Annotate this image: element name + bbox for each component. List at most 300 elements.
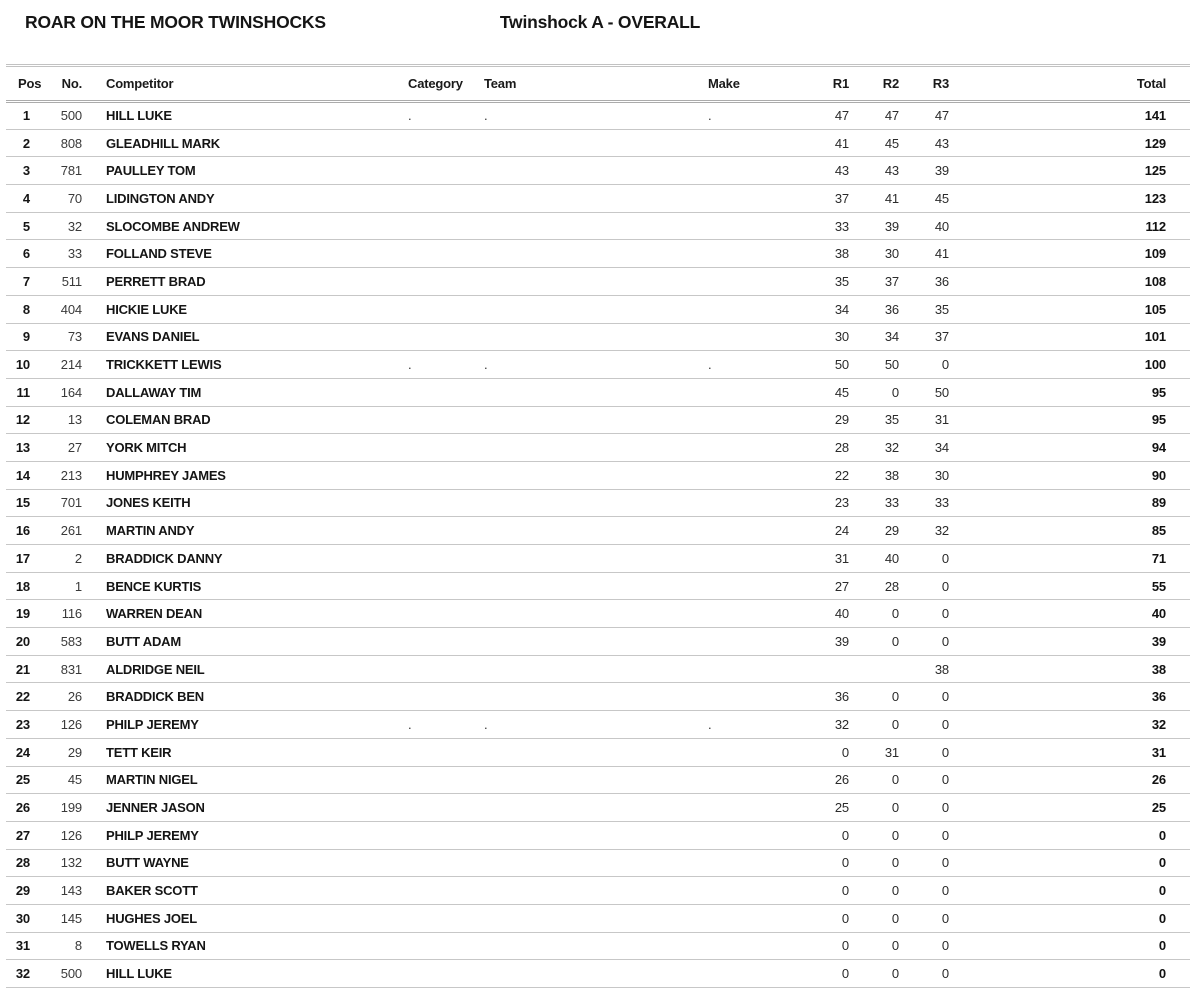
cell-competitor: BAKER SCOTT [82,877,408,905]
cell-make [708,185,806,213]
cell-round2-score: 36 [849,295,899,323]
col-header-team: Team [484,66,708,102]
cell-round3-score: 38 [899,655,949,683]
cell-make [708,932,806,960]
cell-position: 27 [6,821,40,849]
cell-round3-score: 0 [899,711,949,739]
cell-rider-number: 8 [40,932,82,960]
cell-round2-score: 0 [849,960,899,988]
cell-competitor: TRICKKETT LEWIS [82,351,408,379]
cell-position: 14 [6,461,40,489]
cell-position: 8 [6,295,40,323]
cell-round3-score: 0 [899,600,949,628]
cell-total-score: 25 [949,794,1190,822]
cell-round1-score: 33 [806,212,849,240]
cell-category [408,794,484,822]
cell-total-score: 89 [949,489,1190,517]
cell-position: 11 [6,378,40,406]
cell-position: 3 [6,157,40,185]
class-overall-title: Twinshock A - OVERALL [499,12,701,32]
cell-round2-score: 31 [849,738,899,766]
cell-competitor: BENCE KURTIS [82,572,408,600]
cell-round2-score: 34 [849,323,899,351]
cell-total-score: 0 [949,960,1190,988]
cell-round3-score: 0 [899,766,949,794]
cell-round2-score: 0 [849,628,899,656]
cell-rider-number: 27 [40,434,82,462]
cell-rider-number: 70 [40,185,82,213]
cell-category [408,545,484,573]
table-row [6,711,1190,739]
cell-category [408,268,484,296]
cell-make [708,655,806,683]
cell-make [708,489,806,517]
cell-round2-score [849,655,899,683]
cell-round2-score: 0 [849,932,899,960]
cell-position: 2 [6,129,40,157]
cell-competitor: EVANS DANIEL [82,323,408,351]
cell-team [484,545,708,573]
cell-category: . [408,711,484,739]
cell-category [408,738,484,766]
col-header-r3: R3 [899,66,949,102]
cell-rider-number: 33 [40,240,82,268]
table-row [6,904,1190,932]
cell-category [408,295,484,323]
cell-team [484,240,708,268]
cell-team [484,295,708,323]
table-row [6,434,1190,462]
cell-total-score: 32 [949,711,1190,739]
cell-round3-score: 41 [899,240,949,268]
cell-category [408,129,484,157]
cell-position: 1 [22,108,30,124]
cell-category: . [408,351,484,379]
cell-rider-number: 199 [40,794,82,822]
table-row [6,351,1190,379]
cell-rider-number: 13 [40,406,82,434]
cell-round3-score: 34 [899,434,949,462]
table-row [6,129,1190,157]
cell-rider-number: 116 [40,600,82,628]
cell-total-score: 0 [949,877,1190,905]
cell-round1-score: 26 [806,766,849,794]
col-header-r1: R1 [806,66,849,102]
cell-round2-score: 35 [849,406,899,434]
cell-make [708,600,806,628]
cell-competitor: FOLLAND STEVE [82,240,408,268]
cell-position: 30 [6,904,40,932]
cell-make [708,545,806,573]
cell-total-score: 123 [949,185,1190,213]
cell-category [408,461,484,489]
results-table-container [6,64,1192,988]
cell-rider-number: 132 [40,849,82,877]
table-row [6,545,1190,573]
col-header-pos: Pos [6,66,40,102]
cell-make [708,738,806,766]
cell-team [484,766,708,794]
cell-competitor: JENNER JASON [82,794,408,822]
cell-competitor: YORK MITCH [82,434,408,462]
cell-round3-score: 31 [899,406,949,434]
cell-team [484,489,708,517]
cell-team [484,877,708,905]
cell-team [484,960,708,988]
cell-make [708,129,806,157]
cell-round2-score: 0 [849,683,899,711]
cell-round1-score: 22 [806,461,849,489]
cell-make [708,323,806,351]
cell-team [484,185,708,213]
cell-team [484,129,708,157]
cell-rider-number: 126 [40,711,82,739]
table-row [6,821,1190,849]
cell-round3-score: 47 [934,108,949,124]
table-row [6,655,1190,683]
cell-total-score: 36 [949,683,1190,711]
cell-round1-score: 35 [806,268,849,296]
cell-round1-score [806,655,849,683]
cell-category [408,378,484,406]
cell-round1-score: 38 [806,240,849,268]
cell-rider-number: 500 [60,108,82,124]
cell-position: 31 [6,932,40,960]
cell-round2-score: 28 [849,572,899,600]
cell-round3-score: 32 [899,517,949,545]
cell-make [708,960,806,988]
table-row [6,877,1190,905]
cell-round1-score: 47 [834,108,849,124]
cell-round1-score: 30 [806,323,849,351]
cell-rider-number: 126 [40,821,82,849]
cell-round1-score: 41 [806,129,849,157]
cell-competitor: HUGHES JOEL [82,904,408,932]
cell-team [484,434,708,462]
cell-competitor: HILL LUKE [82,960,408,988]
cell-team [484,600,708,628]
cell-total-score: 109 [949,240,1190,268]
cell-category [408,821,484,849]
cell-position: 17 [6,545,40,573]
cell-round3-score: 33 [899,489,949,517]
results-table-header [6,66,1190,102]
cell-make [708,877,806,905]
cell-total-score: 108 [949,268,1190,296]
cell-category [408,683,484,711]
cell-team [484,904,708,932]
cell-make [708,240,806,268]
cell-make [708,821,806,849]
cell-make [708,766,806,794]
cell-team [484,268,708,296]
cell-round2-score: 47 [884,108,899,124]
cell-competitor: TOWELLS RYAN [82,932,408,960]
cell-round3-score: 0 [899,545,949,573]
cell-competitor: PHILP JEREMY [82,711,408,739]
cell-round1-score: 50 [806,351,849,379]
cell-make: . [708,351,806,379]
table-row [6,960,1190,988]
cell-total-score: 95 [949,378,1190,406]
cell-category [408,628,484,656]
cell-round2-score: 32 [849,434,899,462]
cell-category [408,766,484,794]
cell-rider-number: 29 [40,738,82,766]
cell-total-score: 85 [949,517,1190,545]
table-row [6,185,1190,213]
header-row [6,66,1190,102]
col-header-competitor: Competitor [82,66,408,102]
cell-team [484,157,708,185]
cell-position: 6 [6,240,40,268]
cell-round1-score: 32 [806,711,849,739]
cell-total-score: 125 [949,157,1190,185]
cell-rider-number: 511 [40,268,82,296]
cell-category [408,655,484,683]
cell-position: 20 [6,628,40,656]
cell-position: 9 [6,323,40,351]
cell-total-score: 26 [949,766,1190,794]
cell-rider-number: 2 [40,545,82,573]
cell-round3-score: 0 [899,572,949,600]
cell-make [708,434,806,462]
cell-round2-score: 39 [849,212,899,240]
cell-rider-number: 45 [40,766,82,794]
cell-round1-score: 34 [806,295,849,323]
cell-competitor: WARREN DEAN [82,600,408,628]
cell-competitor: DALLAWAY TIM [82,378,408,406]
cell-total-score: 40 [949,600,1190,628]
cell-total-score: 31 [949,738,1190,766]
cell-team [484,517,708,545]
cell-total-score: 39 [949,628,1190,656]
cell-category [408,960,484,988]
cell-team [484,323,708,351]
cell-total-score: 141 [1144,108,1166,124]
event-title: ROAR ON THE MOOR TWINSHOCKS [25,12,326,32]
cell-round2-score: 0 [849,877,899,905]
cell-round3-score: 36 [899,268,949,296]
table-row [6,157,1190,185]
cell-competitor: GLEADHILL MARK [82,129,408,157]
cell-position: 26 [6,794,40,822]
cell-category: . [408,108,412,124]
cell-competitor: SLOCOMBE ANDREW [82,212,408,240]
cell-rider-number: 164 [40,378,82,406]
cell-position: 7 [6,268,40,296]
table-row [6,295,1190,323]
table-row [6,683,1190,711]
cell-team [484,572,708,600]
cell-position: 22 [6,683,40,711]
cell-category [408,572,484,600]
cell-category [408,517,484,545]
title-bar [0,0,1200,64]
cell-team [484,821,708,849]
cell-round2-score: 43 [849,157,899,185]
cell-total-score: 0 [949,849,1190,877]
cell-position: 32 [6,960,40,988]
cell-competitor: PERRETT BRAD [82,268,408,296]
cell-category [408,849,484,877]
cell-round2-score: 38 [849,461,899,489]
cell-round1-score: 39 [806,628,849,656]
cell-round3-score: 0 [899,877,949,905]
cell-total-score: 105 [949,295,1190,323]
cell-competitor: JONES KEITH [82,489,408,517]
cell-position: 12 [6,406,40,434]
cell-position: 28 [6,849,40,877]
cell-team: . [484,108,488,124]
cell-round1-score: 25 [806,794,849,822]
cell-rider-number: 32 [40,212,82,240]
cell-round2-score: 0 [849,378,899,406]
cell-rider-number: 145 [40,904,82,932]
cell-round1-score: 28 [806,434,849,462]
cell-team: . [484,711,708,739]
cell-competitor: LIDINGTON ANDY [82,185,408,213]
cell-round3-score: 0 [899,794,949,822]
table-row [6,323,1190,351]
cell-position: 25 [6,766,40,794]
cell-round2-score: 30 [849,240,899,268]
cell-category [408,904,484,932]
cell-round3-score: 45 [899,185,949,213]
cell-position: 15 [6,489,40,517]
cell-team [484,461,708,489]
cell-round3-score: 0 [899,821,949,849]
cell-team [484,378,708,406]
cell-round2-score: 0 [849,766,899,794]
cell-round2-score: 0 [849,711,899,739]
cell-round1-score: 29 [806,406,849,434]
cell-round3-score: 0 [899,904,949,932]
cell-make [708,628,806,656]
table-row [6,572,1190,600]
cell-round3-score: 0 [899,683,949,711]
cell-round3-score: 50 [899,378,949,406]
cell-round1-score: 23 [806,489,849,517]
col-header-total: Total [949,66,1190,102]
cell-round3-score: 0 [899,932,949,960]
cell-rider-number: 404 [40,295,82,323]
cell-make: . [708,711,806,739]
cell-team [484,628,708,656]
col-header-r2: R2 [849,66,899,102]
cell-competitor: HILL LUKE [106,108,172,124]
cell-make [708,461,806,489]
cell-competitor: COLEMAN BRAD [82,406,408,434]
table-row [6,212,1190,240]
cell-round3-score: 40 [899,212,949,240]
col-header-no: No. [40,66,82,102]
cell-total-score: 129 [949,129,1190,157]
cell-position: 24 [6,738,40,766]
table-row [6,932,1190,960]
cell-rider-number: 261 [40,517,82,545]
cell-team: . [484,351,708,379]
cell-round3-score: 0 [899,960,949,988]
cell-total-score: 94 [949,434,1190,462]
cell-rider-number: 214 [40,351,82,379]
cell-position: 16 [6,517,40,545]
cell-round1-score: 27 [806,572,849,600]
cell-team [484,655,708,683]
table-row [6,240,1190,268]
cell-make: . [708,108,712,124]
cell-make [708,406,806,434]
results-table-body [6,102,1190,988]
table-row [6,461,1190,489]
cell-total-score: 101 [949,323,1190,351]
cell-make [708,572,806,600]
cell-rider-number: 583 [40,628,82,656]
cell-category [408,434,484,462]
table-row [6,600,1190,628]
cell-competitor: BUTT WAYNE [82,849,408,877]
cell-rider-number: 701 [40,489,82,517]
cell-make [708,794,806,822]
cell-round2-score: 50 [849,351,899,379]
cell-competitor: HICKIE LUKE [82,295,408,323]
cell-competitor: PAULLEY TOM [82,157,408,185]
cell-round1-score: 0 [806,877,849,905]
cell-round3-score: 35 [899,295,949,323]
cell-rider-number: 1 [40,572,82,600]
cell-total-score: 0 [949,932,1190,960]
cell-round3-score: 0 [899,628,949,656]
cell-total-score: 55 [949,572,1190,600]
cell-team [484,849,708,877]
cell-rider-number: 808 [40,129,82,157]
table-row [6,766,1190,794]
cell-round2-score: 45 [849,129,899,157]
cell-round3-score: 39 [899,157,949,185]
cell-category [408,877,484,905]
cell-total-score: 38 [949,655,1190,683]
cell-round1-score: 0 [806,932,849,960]
col-header-category: Category [408,66,484,102]
cell-category [408,932,484,960]
cell-rider-number: 500 [40,960,82,988]
cell-rider-number: 781 [40,157,82,185]
cell-round1-score: 0 [806,821,849,849]
cell-rider-number: 73 [40,323,82,351]
table-row [6,268,1190,296]
cell-rider-number: 143 [40,877,82,905]
cell-total-score: 112 [949,212,1190,240]
cell-round1-score: 0 [806,738,849,766]
cell-competitor: MARTIN ANDY [82,517,408,545]
cell-position: 4 [6,185,40,213]
table-row [6,849,1190,877]
col-header-make: Make [708,66,806,102]
cell-make [708,378,806,406]
cell-round3-score: 0 [899,351,949,379]
cell-make [708,212,806,240]
cell-competitor: MARTIN NIGEL [82,766,408,794]
cell-category [408,212,484,240]
cell-position: 18 [6,572,40,600]
cell-round2-score: 0 [849,600,899,628]
cell-round2-score: 40 [849,545,899,573]
cell-round1-score: 37 [806,185,849,213]
cell-position: 10 [6,351,40,379]
cell-make [708,517,806,545]
cell-round2-score: 33 [849,489,899,517]
cell-position: 13 [6,434,40,462]
